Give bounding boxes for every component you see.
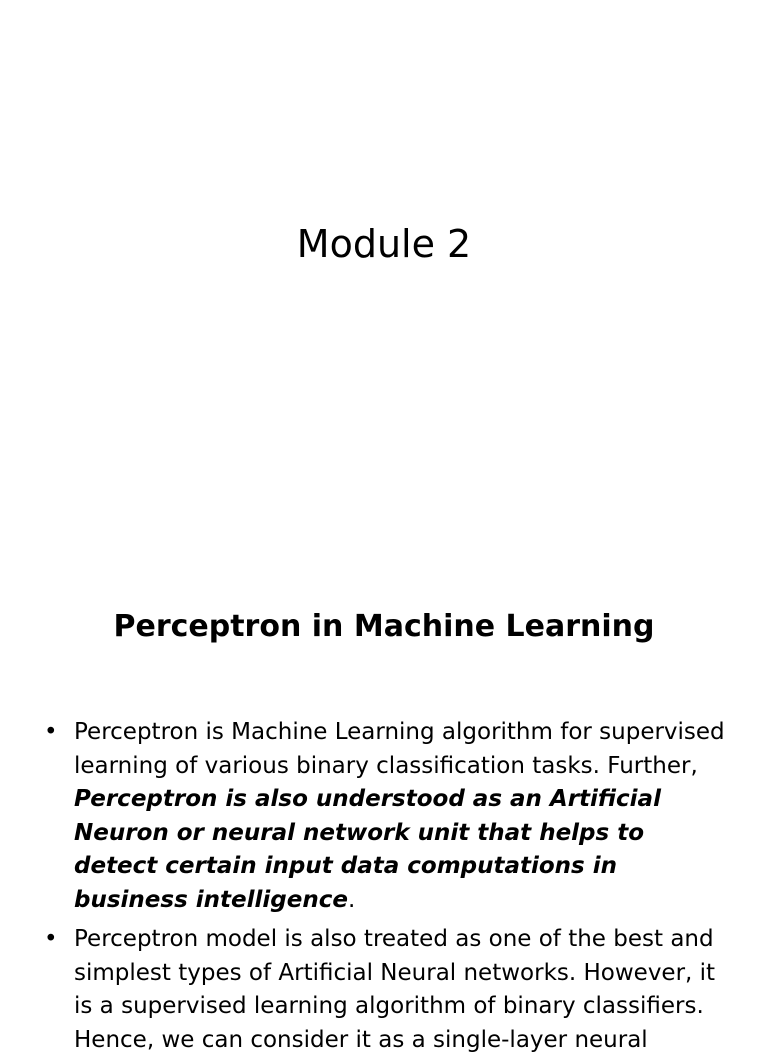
bullet-icon: •: [44, 926, 58, 952]
slide-title: Module 2: [296, 222, 472, 266]
bullet-emphasis-text: Perceptron is also understood as an Artificial Neuron or neural network unit that helps to detect certain input data computations in business intelligence: [74, 786, 661, 913]
bullet-text-after: .: [347, 886, 356, 913]
bullet-text-before: Perceptron is Machine Learning algorithm for supervised learning of various binary classification tasks. Further,: [74, 719, 725, 779]
bullet-icon: •: [44, 719, 58, 745]
bullet-item-1: [0, 716, 768, 917]
bullet-text: Perceptron model is also treated as one of the best and simplest types of Artificial Neural networks. However, it is a supervised learning algorithm of binary classifiers. Hence, we can consider it as a single-layer neural: [74, 926, 716, 1053]
section-heading: Perceptron in Machine Learning: [113, 609, 655, 644]
bullet-list: [0, 716, 768, 1063]
bullet-item-2: [0, 923, 768, 1057]
